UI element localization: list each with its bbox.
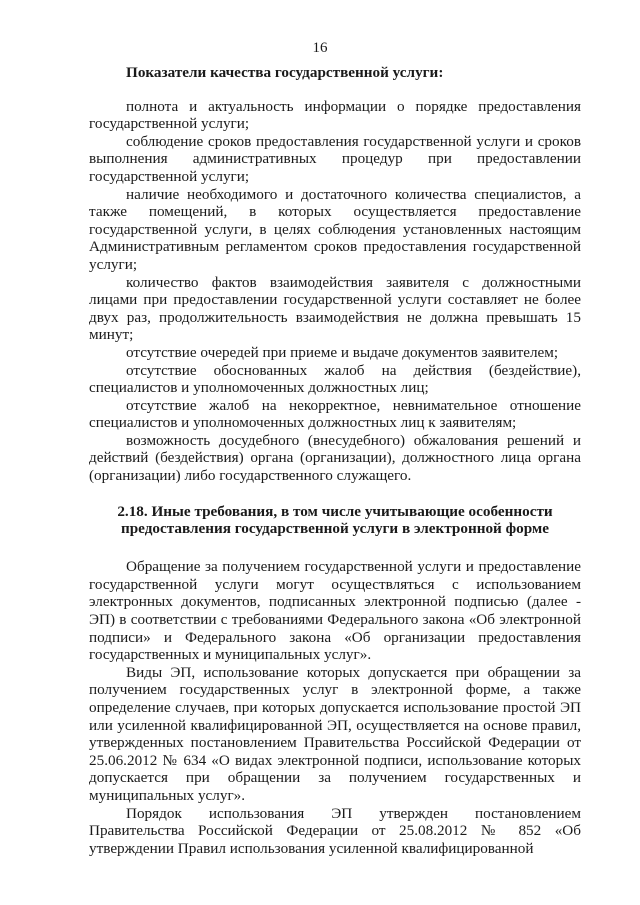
quality-item: отсутствие обоснованных жалоб на действия (бездействие), специалистов и уполномоченных должностных лиц; <box>89 361 581 397</box>
quality-item: отсутствие жалоб на некорректное, невнимательное отношение специалистов и уполномоченных должностных лиц к заявителям; <box>89 396 581 432</box>
quality-item: отсутствие очередей при приеме и выдаче документов заявителем; <box>126 343 559 361</box>
quality-item: наличие необходимого и достаточного количества специалистов, а также помещений, в которых осуществляется предоставление государственной услуги, в целях соблюдения установленных настоящим Административным регламентом сроков предоставления государственной услуги; <box>89 185 581 273</box>
quality-item: соблюдение сроков предоставления государственной услуги и сроков выполнения административных процедур при предоставлении государственной услуги; <box>89 132 581 185</box>
quality-heading: Показатели качества государственной услуги: <box>126 64 444 81</box>
section-paragraph: Порядок использования ЭП утвержден постановлением Правительства Российской Федерации от 25.08.2012 № 852 «Об утверждении Правил использования усиленной квалифицированной <box>89 804 581 857</box>
quality-item: количество фактов взаимодействия заявителя с должностными лицами при предоставлении государственной услуги составляет не более двух раз, продолжительность взаимодействия не должна превышать 15 минут; <box>89 273 581 344</box>
section-body <box>89 558 581 857</box>
page-number: 16 <box>312 40 328 56</box>
section-paragraph: Обращение за получением государственной услуги и предоставление государственной услуги могут осуществляться с использованием электронных документов, подписанных электронной подписью (далее - ЭП) в соответствии с требованиями Федерального закона «Об электронной подписи» и Федерального закона «Об организации предоставления государственных и муниципальных услуг». <box>89 558 581 664</box>
document-body <box>89 64 581 857</box>
section-paragraph: Виды ЭП, использование которых допускается при обращении за получением государственных услуг в электронной форме, а также определение случаев, при которых допускается использование простой ЭП или усиленной квалифицированной ЭП, осуществляется на основе правил, утвержденных постановлением Правительства Российской Федерации от 25.06.2012 № 634 «О видах электронной подписи, использование которых допускается при обращении за получением государственных и муниципальных услуг». <box>89 663 581 804</box>
quality-list <box>89 98 581 485</box>
section-heading: 2.18. Иные требования, в том числе учитывающие особенности предоставления государственной услуги в электронной форме <box>117 502 553 538</box>
quality-item: возможность досудебного (внесудебного) обжалования решений и действий (бездействия) органа (организации), должностного лица органа (организации) либо государственного служащего. <box>89 431 581 485</box>
quality-item: полнота и актуальность информации о порядке предоставления государственной услуги; <box>89 97 581 133</box>
